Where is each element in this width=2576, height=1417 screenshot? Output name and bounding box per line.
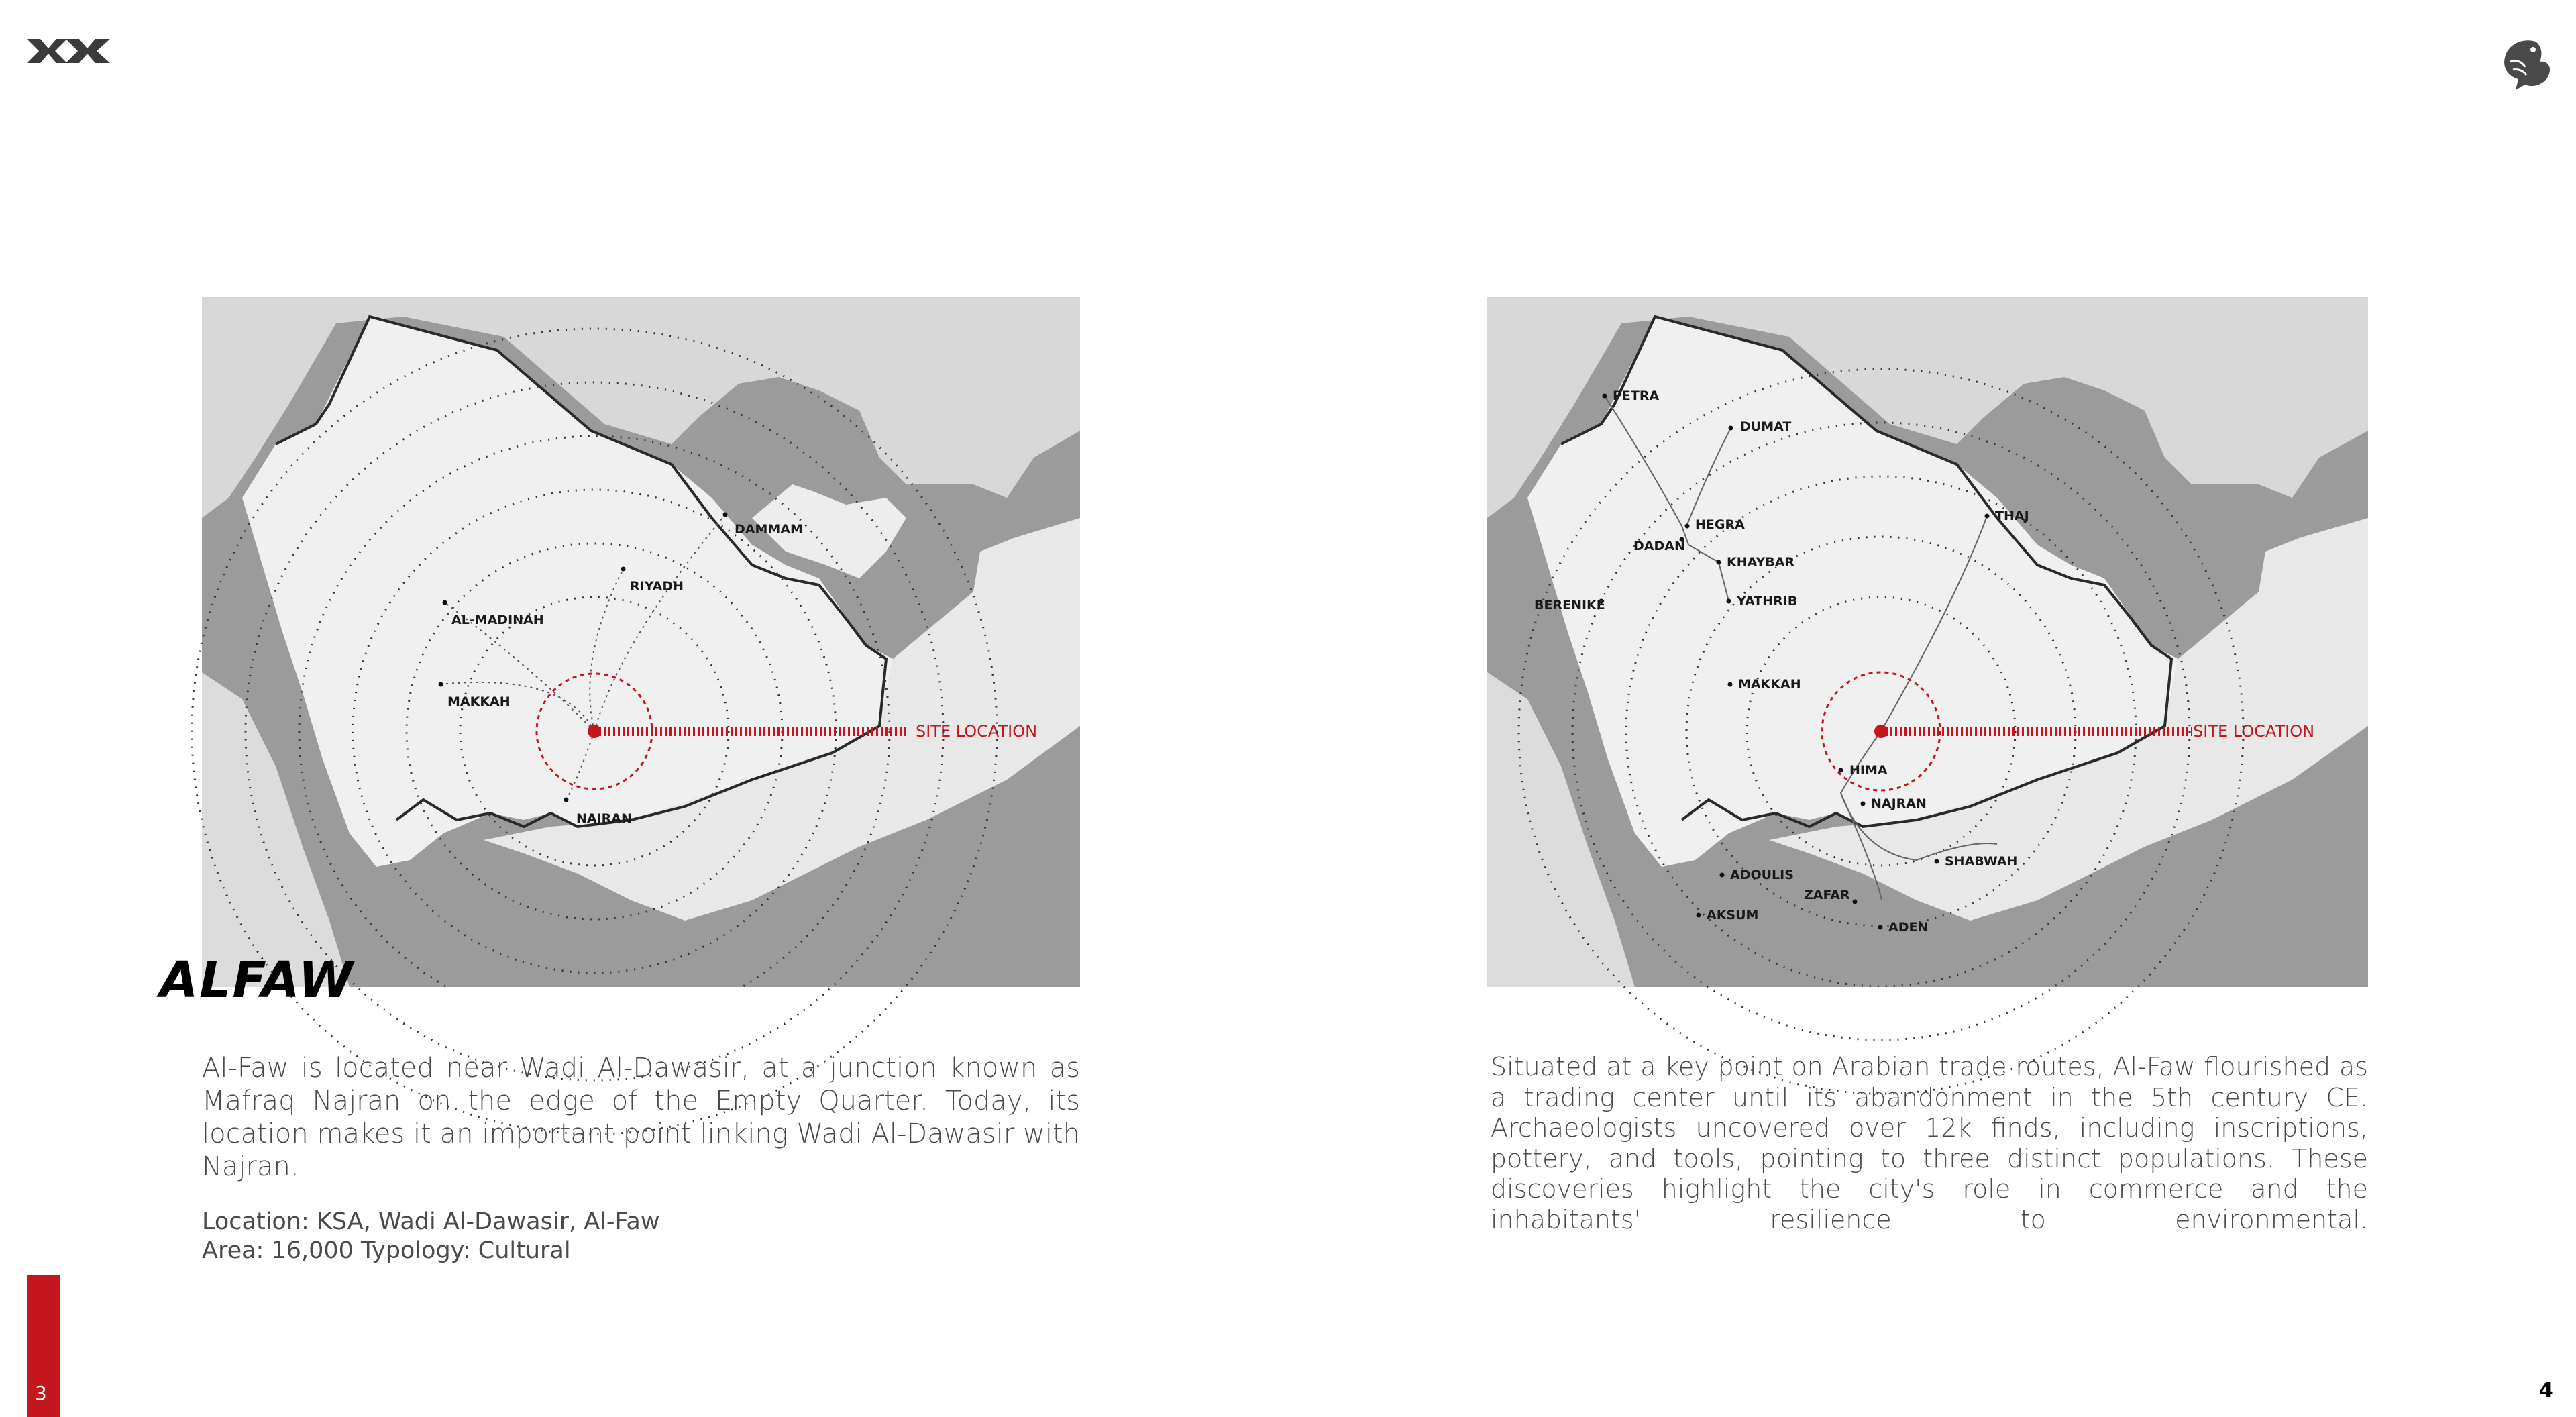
city-label: ADOULIS	[1730, 868, 1794, 882]
page-number-right: 4	[2539, 1379, 2553, 1402]
city-label: DUMAT	[1740, 419, 1792, 434]
city-label: DADAN	[1633, 539, 1685, 554]
city-label: AKSUM	[1707, 908, 1759, 923]
city-label: ADEN	[1888, 920, 1929, 935]
site-description: Al-Faw is located near Wadi Al-Dawasir, at a junction known as Mafraq Najran on the edge of the Empty Quarter. Today, its location makes it an important point linking Wadi Al-Dawasir with Najran.	[202, 1053, 1080, 1182]
history-description: Situated at a key point on Arabian trade routes, Al-Faw flourished as a trading center until its abandonment in the 5th century CE. Archaeologists uncovered over 12k finds, including inscriptions, pottery, and tools, pointing to three distinct populations. These discoveries highlight the city's role in commerce and the inhabitants' resilience to environmental.	[1491, 1052, 2368, 1235]
city-label: DAMMAM	[735, 522, 803, 537]
city-label: MAKKAH	[447, 694, 511, 709]
city-label: PETRA	[1613, 388, 1660, 403]
city-label: BERENIKE	[1534, 598, 1605, 613]
city-label: RIYADH	[630, 579, 684, 594]
city-label: HIMA	[1849, 763, 1888, 778]
site-location-label: SITE LOCATION	[916, 722, 1038, 741]
city-label: HEGRA	[1695, 517, 1745, 532]
city-label: MAKKAH	[1738, 677, 1801, 692]
site-location-map	[202, 297, 1080, 987]
falcon-emblem-icon	[2496, 35, 2555, 94]
brand-logo	[25, 36, 111, 66]
location-text: Location: KSA, Wadi Al-Dawasir, Al-Faw	[202, 1208, 660, 1235]
city-label: SHABWAH	[1945, 854, 2018, 869]
city-label: AL-MADINAH	[451, 613, 544, 627]
trade-routes-map	[1487, 297, 2368, 987]
project-meta	[202, 1208, 660, 1265]
city-label: ZAFAR	[1804, 888, 1850, 902]
site-location-label: SITE LOCATION	[2193, 722, 2315, 741]
city-label: NAJRAN	[576, 811, 632, 826]
page-number-left: 3	[35, 1382, 47, 1404]
city-label: THAJ	[1995, 509, 2029, 523]
area-typology-text: Area: 16,000 Typology: Cultural	[202, 1237, 571, 1264]
page-title: ALFAW	[160, 951, 355, 1009]
city-label: KHAYBAR	[1727, 555, 1795, 570]
city-label: YATHRIB	[1737, 594, 1798, 609]
city-label: NAJRAN	[1871, 796, 1927, 811]
